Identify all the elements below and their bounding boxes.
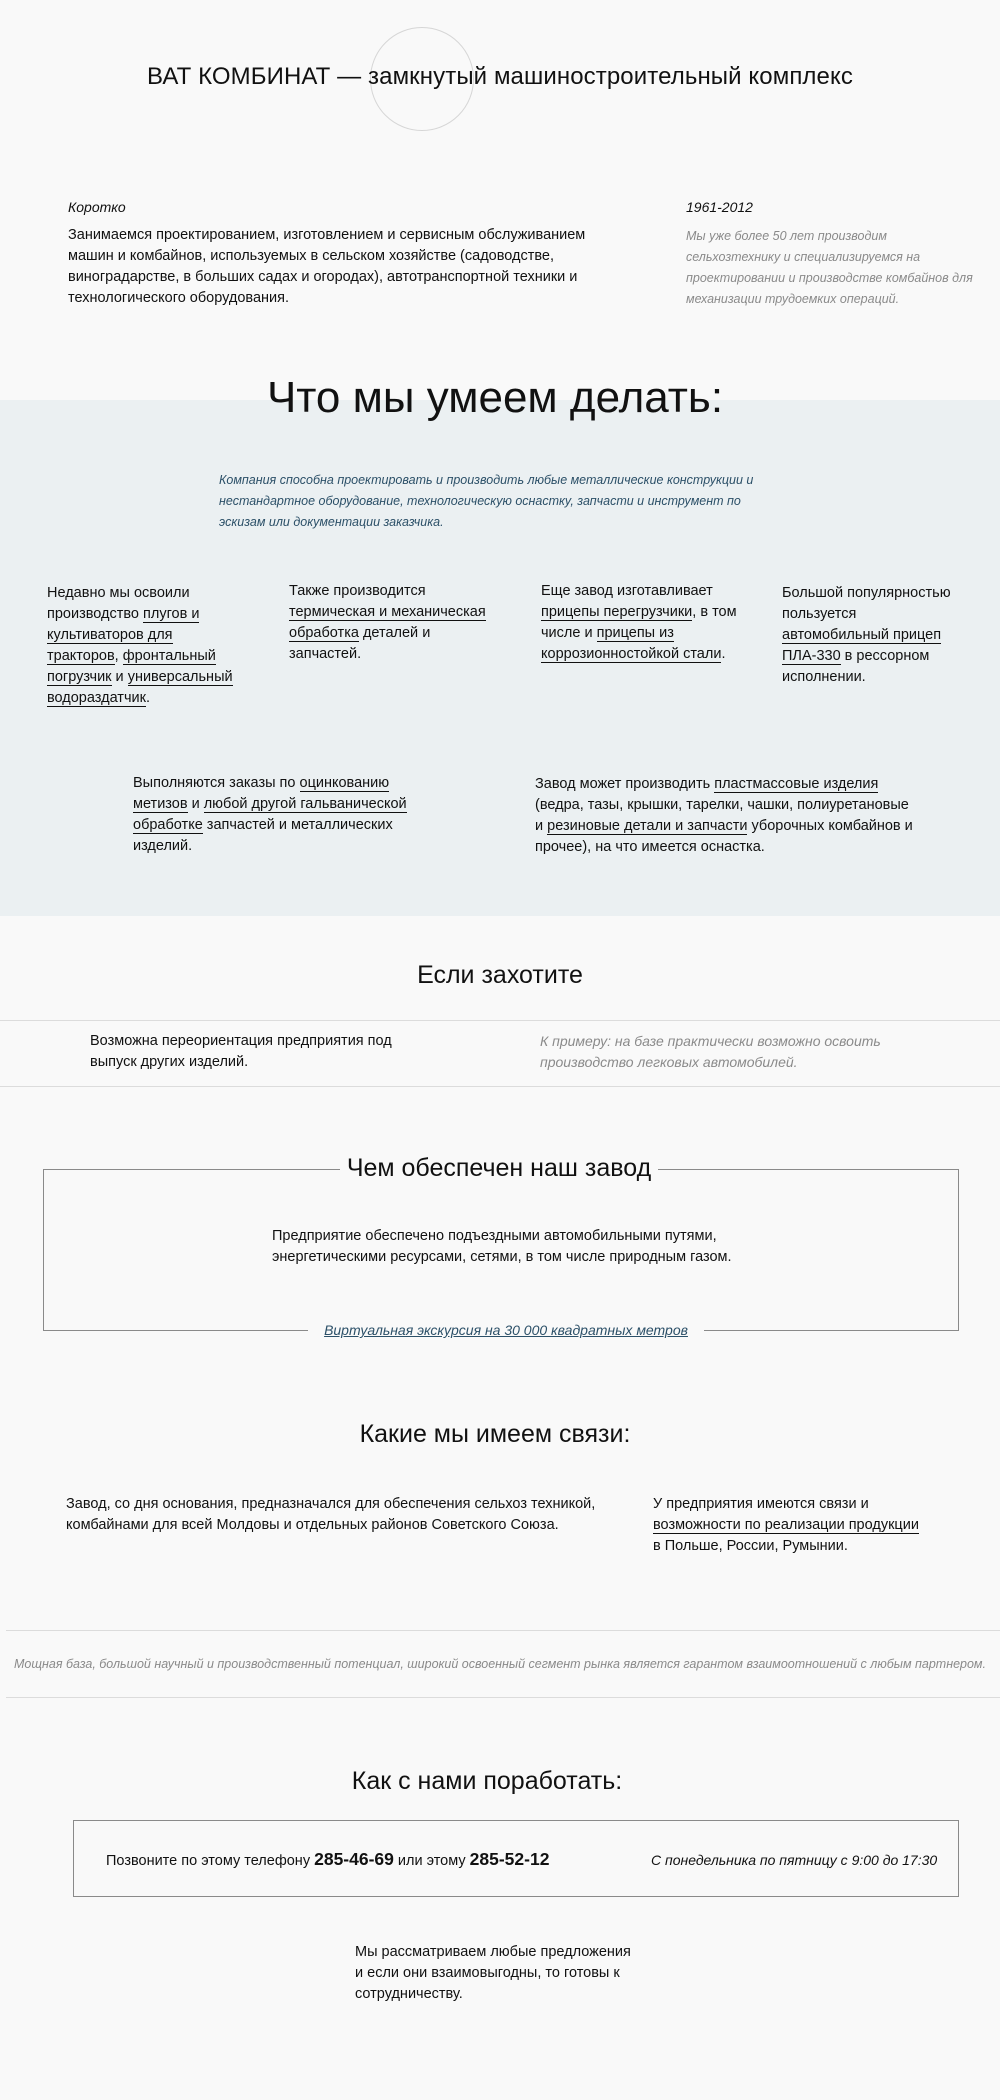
call-line: Позвоните по этому телефону 285-46-69 или этому 285-52-12 [106,1849,550,1869]
work-hours: С понедельника по пятницу с 9:00 до 17:30 [651,1852,938,1868]
skill-text-6: Завод может производить пластмассовые изделия (ведра, тазы, крышки, тарелки, чашки, полиуретановые и резиновые детали и запчасти уборочных комбайнов и прочее), на что имеется оснастка. [535,776,913,855]
pla330-link[interactable]: автомобильный прицеп ПЛА-330 [782,627,942,664]
sales-opportunities-link[interactable]: возможности по реализации продукции [653,1517,919,1533]
skill-text-3: Еще завод изготавливает прицепы перегрузчики, в том числе и прицепы из коррозионностойкой стали. [541,583,737,662]
trailers-link[interactable]: прицепы перегрузчики [541,604,693,620]
rubber-parts-link[interactable]: резиновые детали и запчасти [547,818,748,834]
phone-2[interactable]: 285-52-12 [469,1849,550,1869]
skills-intro: Компания способна проектировать и производить любые металлические конструкции и нестандартное оборудование, технологическую оснастку, запчасти и инструмент по эскизам или документации заказчика. [219,473,754,529]
infra-title: Чем обеспечен наш завод [340,1152,658,1184]
phone-1[interactable]: 285-46-69 [314,1849,394,1869]
thermal-processing-link[interactable]: термическая и механическая обработка [289,604,486,641]
skills-title: Что мы умеем делать: [266,373,724,422]
galvanizing-link[interactable]: оцинкованию метизов [133,775,390,812]
site-title: ВАТ КОМБИНАТ — замкнутый машиностроительный комплекс [147,63,853,90]
steel-trailers-link[interactable]: прицепы из коррозионностойкой стали [541,625,722,662]
wish-example: К примеру: на базе практически возможно освоить производство легковых автомобилей. [540,1033,881,1070]
skill-text-2: Также производится термическая и механическая обработка деталей и запчастей. [289,583,486,662]
virtual-tour-link[interactable]: Виртуальная экскурсия на 30 000 квадратных метров [324,1322,688,1338]
links-text: Завод, со дня основания, предназначался для обеспечения сельхоз техникой, комбайнами для всей Молдовы и отдельных районов Советского Союза. [66,1496,596,1533]
skill-text-5: Выполняются заказы по оцинкованию метизов и любой другой гальванической обработке запчастей и металлических изделий. [133,775,407,854]
quote-text: Мощная база, большой научный и производственный потенциал, широкий освоенный сегмент рынка является гарантом взаимоотношений с любым партнером. [14,1657,986,1671]
wish-text: Возможна переориентация предприятия под выпуск других изделий. [90,1033,392,1070]
skill-text-4: Большой популярностью пользуется автомобильный прицеп ПЛА-330 в рессорном исполнении. [782,585,951,685]
links-partners-text: У предприятия имеются связи и возможности по реализации продукции в Польше, России, Румынии. [653,1496,919,1554]
infra-text: Предприятие обеспечено подъездными автомобильными путями, энергетическими ресурсами, сетями, в том числе природным газом. [272,1228,732,1265]
years-label: 1961-2012 [686,199,753,215]
contact-title: Как с нами поработать: [351,1767,623,1795]
tour-link-wrap [308,1319,704,1341]
front-loader-link[interactable]: фронтальный погрузчик [47,648,216,685]
plastic-products-link[interactable]: пластмассовые изделия [714,776,879,792]
plows-link[interactable]: плугов и культиваторов для тракторов [47,606,200,664]
water-dispenser-link[interactable]: универсальный водораздатчик [47,669,233,706]
about-label: Коротко [68,199,126,215]
about-text: Занимаемся проектированием, изготовлением и сервисным обслуживанием машин и комбайнов, используемых в сельском хозяйстве (садоводстве, виноградарстве, в больших садах и огородах), автотранспортной техники и технологического оборудования. [68,227,586,306]
years-text: Мы уже более 50 лет производим сельхозтехнику и специализируемся на проектировании и производстве комбайнов для механизации трудоемких операций. [686,229,973,306]
wish-title: Если захотите [417,961,583,989]
skill-text-1: Недавно мы освоили производство плугов и культиваторов для тракторов, фронтальный погрузчик и универсальный водораздатчик. [47,585,233,706]
links-title: Какие мы имеем связи: [359,1420,631,1448]
contact-note: Мы рассматриваем любые предложения и если они взаимовыгодны, то готовы к сотрудничеству. [355,1944,631,2002]
galvanic-processing-link[interactable]: любой другой гальванической обработке [133,796,407,833]
